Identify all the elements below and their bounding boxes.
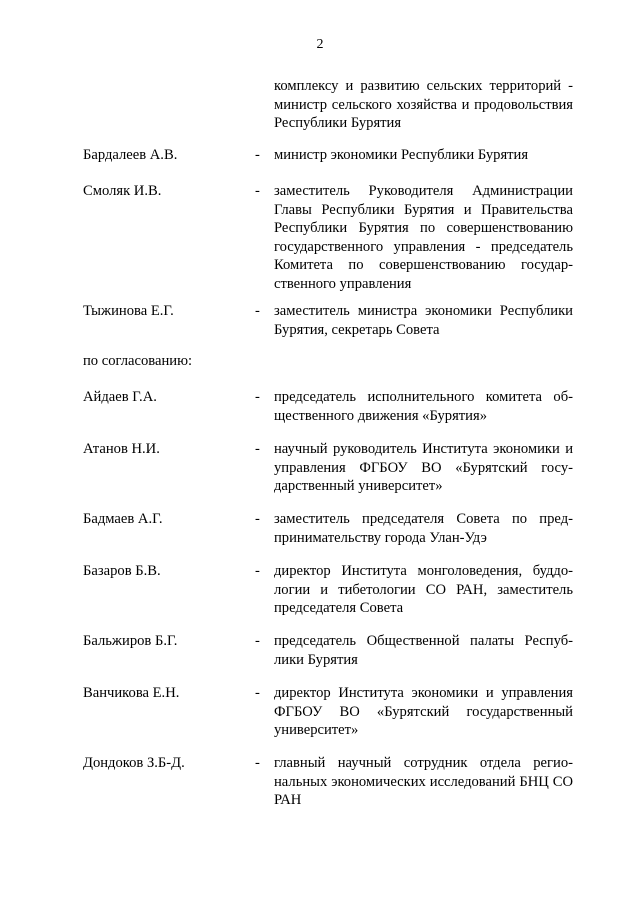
separator-dash: - xyxy=(255,147,260,163)
member-name: Айдаев Г.А. xyxy=(83,389,157,405)
separator-dash: - xyxy=(255,389,260,405)
agreement-member-entry xyxy=(83,440,573,496)
page-number: 2 xyxy=(316,37,324,52)
member-name: Бадмаев А.Г. xyxy=(83,511,163,527)
member-position: председатель Общественной палаты Республики Бурятия xyxy=(274,633,573,668)
agreement-member-entry xyxy=(83,754,573,810)
member-position: министр экономики Республики Бурятия xyxy=(274,147,529,163)
member-name: Дондоков З.Б-Д. xyxy=(83,755,185,771)
member-name: Смоляк И.В. xyxy=(83,183,162,199)
member-position: председатель исполнительного комитета общественного движения «Бурятия» xyxy=(274,389,573,424)
agreement-label: по согласованию: xyxy=(83,353,193,369)
member-entry xyxy=(83,302,573,339)
member-position: научный руководитель Института экономики и управления ФГБОУ ВО «Бурятский государственный университет» xyxy=(274,441,573,494)
separator-dash: - xyxy=(255,755,260,771)
separator-dash: - xyxy=(255,441,260,457)
continued-position-text: комплексу и развитию сельских территорий - министр сельского хозяйства и продовольствия Республики Бурятия xyxy=(274,78,573,131)
member-name: Тыжинова Е.Г. xyxy=(83,303,174,319)
agreement-member-entry xyxy=(83,684,573,740)
member-entry xyxy=(83,182,573,293)
separator-dash: - xyxy=(255,633,260,649)
separator-dash: - xyxy=(255,511,260,527)
member-name: Базаров Б.В. xyxy=(83,563,161,579)
separator-dash: - xyxy=(255,183,260,199)
member-position: директор Института экономики и управления ФГБОУ ВО «Бурятский государственный университет» xyxy=(274,685,573,738)
member-name: Ванчикова Е.Н. xyxy=(83,685,180,701)
separator-dash: - xyxy=(255,685,260,701)
member-name: Бальжиров Б.Г. xyxy=(83,633,178,649)
member-position: заместитель Руководителя Администрации Главы Республики Бурятия и Правительства Республики Бурятия по совершенствованию государственного управления - председатель Комитета по совершенствованию государственного управления xyxy=(274,183,573,292)
member-name: Бардалеев А.В. xyxy=(83,147,178,163)
member-entry xyxy=(83,146,573,165)
separator-dash: - xyxy=(255,303,260,319)
agreement-member-entry xyxy=(83,632,573,669)
agreement-member-entry xyxy=(83,562,573,618)
agreement-member-entry xyxy=(83,388,573,425)
member-name: Атанов Н.И. xyxy=(83,441,160,457)
agreement-member-entry xyxy=(83,510,573,547)
member-position: директор Института монголоведения, буддологии и тибетологии СО РАН, заместитель председателя Совета xyxy=(274,563,573,616)
separator-dash: - xyxy=(255,563,260,579)
member-position: заместитель министра экономики Республики Бурятия, секретарь Совета xyxy=(274,303,573,338)
member-position: главный научный сотрудник отдела региональных экономических исследований БНЦ СО РАН xyxy=(274,755,573,808)
member-position: заместитель председателя Совета по предпринимательству города Улан-Удэ xyxy=(274,511,573,546)
